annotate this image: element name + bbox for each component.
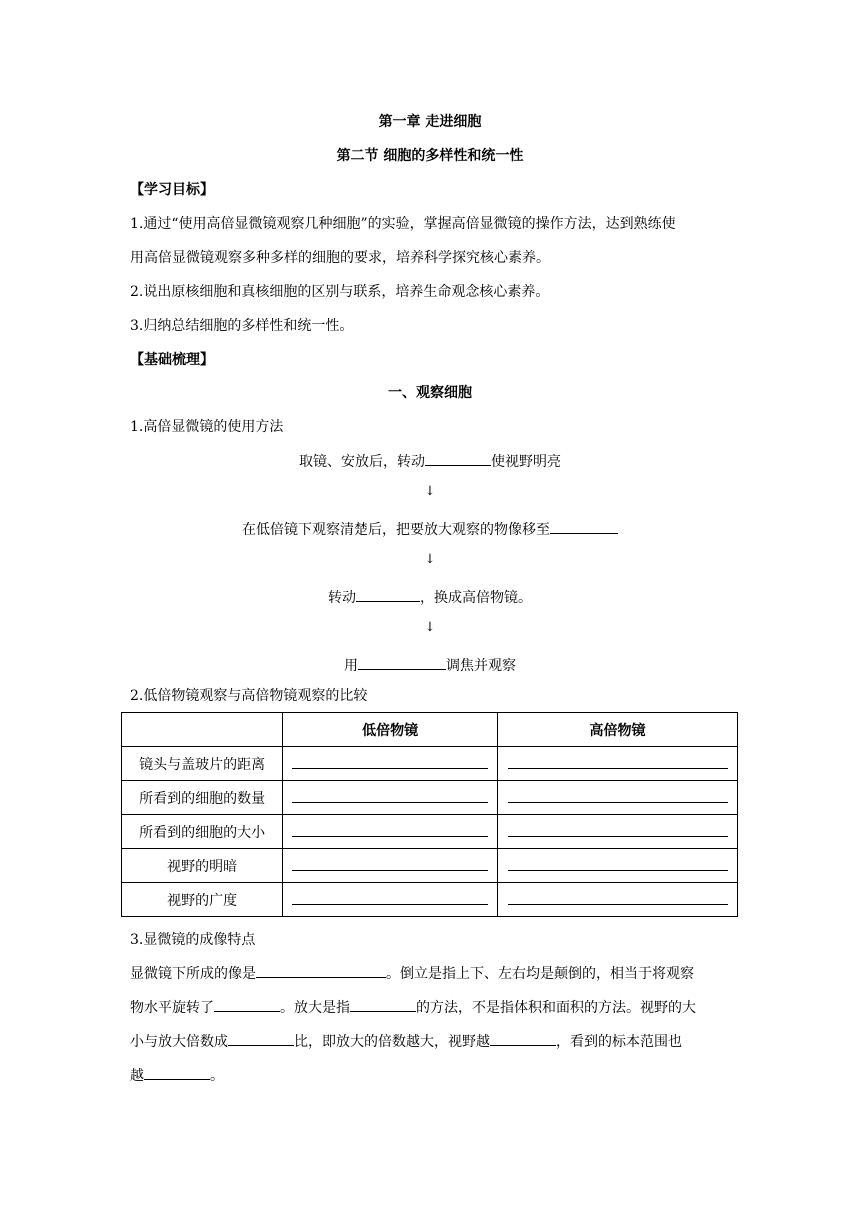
item-1-title: 1.高倍显微镜的使用方法 <box>130 419 284 435</box>
para-text: 的方法，不是指体积和面积的方法。视野的大 <box>416 1000 696 1016</box>
answer-blank[interactable] <box>490 1030 556 1046</box>
section-1-title: 一、观察细胞 <box>388 385 472 401</box>
down-arrow-icon: ↓ <box>424 552 436 567</box>
table-header-row <box>122 713 738 747</box>
answer-blank[interactable] <box>292 754 488 769</box>
flow-step-2-blank[interactable] <box>550 518 618 534</box>
row-label: 镜头与盖玻片的距离 <box>122 747 283 781</box>
answer-cell <box>283 849 498 883</box>
para-text: 比，即放大的倍数越大，视野越 <box>294 1034 490 1050</box>
answer-blank[interactable] <box>508 822 728 837</box>
answer-cell <box>498 747 738 781</box>
flow-step-4-blank[interactable] <box>358 654 446 670</box>
table-header-cell <box>122 713 283 747</box>
row-label: 所看到的细胞的大小 <box>122 815 283 849</box>
basics-heading: 【基础梳理】 <box>130 352 214 368</box>
table-row <box>122 781 738 815</box>
table-header-cell: 低倍物镜 <box>283 713 498 747</box>
answer-cell <box>498 883 738 917</box>
item-3-title: 3.显微镜的成像特点 <box>130 932 256 948</box>
flow-step-4-before: 用 <box>344 658 358 674</box>
answer-blank[interactable] <box>144 1064 210 1080</box>
table-row <box>122 849 738 883</box>
answer-blank[interactable] <box>508 856 728 871</box>
flow-step-2 <box>0 518 860 540</box>
answer-blank[interactable] <box>292 822 488 837</box>
flow-step-2-before: 在低倍镜下观察清楚后，把要放大观察的物像移至 <box>242 522 550 538</box>
answer-blank[interactable] <box>228 1030 294 1046</box>
answer-blank[interactable] <box>508 754 728 769</box>
chapter-title: 第一章 走进细胞 <box>378 114 482 130</box>
row-label: 视野的明暗 <box>122 849 283 883</box>
section-title: 第二节 细胞的多样性和统一性 <box>336 148 524 164</box>
answer-blank[interactable] <box>350 996 416 1012</box>
answer-cell <box>283 747 498 781</box>
para-text: ，看到的标本范围也 <box>556 1034 682 1050</box>
flow-step-3 <box>0 586 860 608</box>
objective-3: 3.归纳总结细胞的多样性和统一性。 <box>130 318 354 334</box>
answer-blank[interactable] <box>256 962 386 978</box>
para-text: 小与放大倍数成 <box>130 1034 228 1050</box>
objective-1-line-1: 1.通过“使用高倍显微镜观察几种细胞”的实验，掌握高倍显微镜的操作方法，达到熟练使 <box>130 216 676 232</box>
para-text: 。倒立是指上下、左右均是颠倒的，相当于将观察 <box>386 966 694 982</box>
answer-blank[interactable] <box>292 856 488 871</box>
answer-cell <box>283 883 498 917</box>
flow-step-1-after: 使视野明亮 <box>491 454 561 470</box>
table-row <box>122 747 738 781</box>
answer-blank[interactable] <box>292 890 488 905</box>
para-text: 显微镜下所成的像是 <box>130 966 256 982</box>
row-label: 视野的广度 <box>122 883 283 917</box>
answer-blank[interactable] <box>508 890 728 905</box>
answer-blank[interactable] <box>508 788 728 803</box>
flow-step-1-blank[interactable] <box>425 450 491 466</box>
para-3-line-3 <box>130 1030 740 1052</box>
para-3-line-4 <box>130 1064 740 1086</box>
down-arrow-icon: ↓ <box>424 620 436 635</box>
comparison-table <box>121 712 738 917</box>
answer-cell <box>283 815 498 849</box>
answer-cell <box>498 849 738 883</box>
answer-cell <box>283 781 498 815</box>
table-row <box>122 883 738 917</box>
row-label: 所看到的细胞的数量 <box>122 781 283 815</box>
flow-step-4-after: 调焦并观察 <box>446 658 516 674</box>
table-header-cell: 高倍物镜 <box>498 713 738 747</box>
para-3-line-2 <box>130 996 740 1018</box>
para-3-line-1 <box>130 962 740 984</box>
para-text: 。 <box>210 1068 224 1084</box>
flow-step-1 <box>0 450 860 472</box>
answer-blank[interactable] <box>292 788 488 803</box>
para-text: 。放大是指 <box>280 1000 350 1016</box>
down-arrow-icon: ↓ <box>424 484 436 499</box>
para-text: 越 <box>130 1068 144 1084</box>
flow-step-3-blank[interactable] <box>356 586 420 602</box>
objectives-heading: 【学习目标】 <box>130 182 214 198</box>
item-2-title: 2.低倍物镜观察与高倍物镜观察的比较 <box>130 688 368 704</box>
flow-step-3-after: ，换成高倍物镜。 <box>420 590 532 606</box>
para-text: 物水平旋转了 <box>130 1000 214 1016</box>
answer-cell <box>498 781 738 815</box>
table-row <box>122 815 738 849</box>
objective-2: 2.说出原核细胞和真核细胞的区别与联系，培养生命观念核心素养。 <box>130 284 550 300</box>
flow-step-3-before: 转动 <box>328 590 356 606</box>
objective-1-line-2: 用高倍显微镜观察多种多样的细胞的要求，培养科学探究核心素养。 <box>130 250 550 266</box>
answer-cell <box>498 815 738 849</box>
answer-blank[interactable] <box>214 996 280 1012</box>
flow-step-4 <box>0 654 860 676</box>
flow-step-1-before: 取镜、安放后，转动 <box>299 454 425 470</box>
